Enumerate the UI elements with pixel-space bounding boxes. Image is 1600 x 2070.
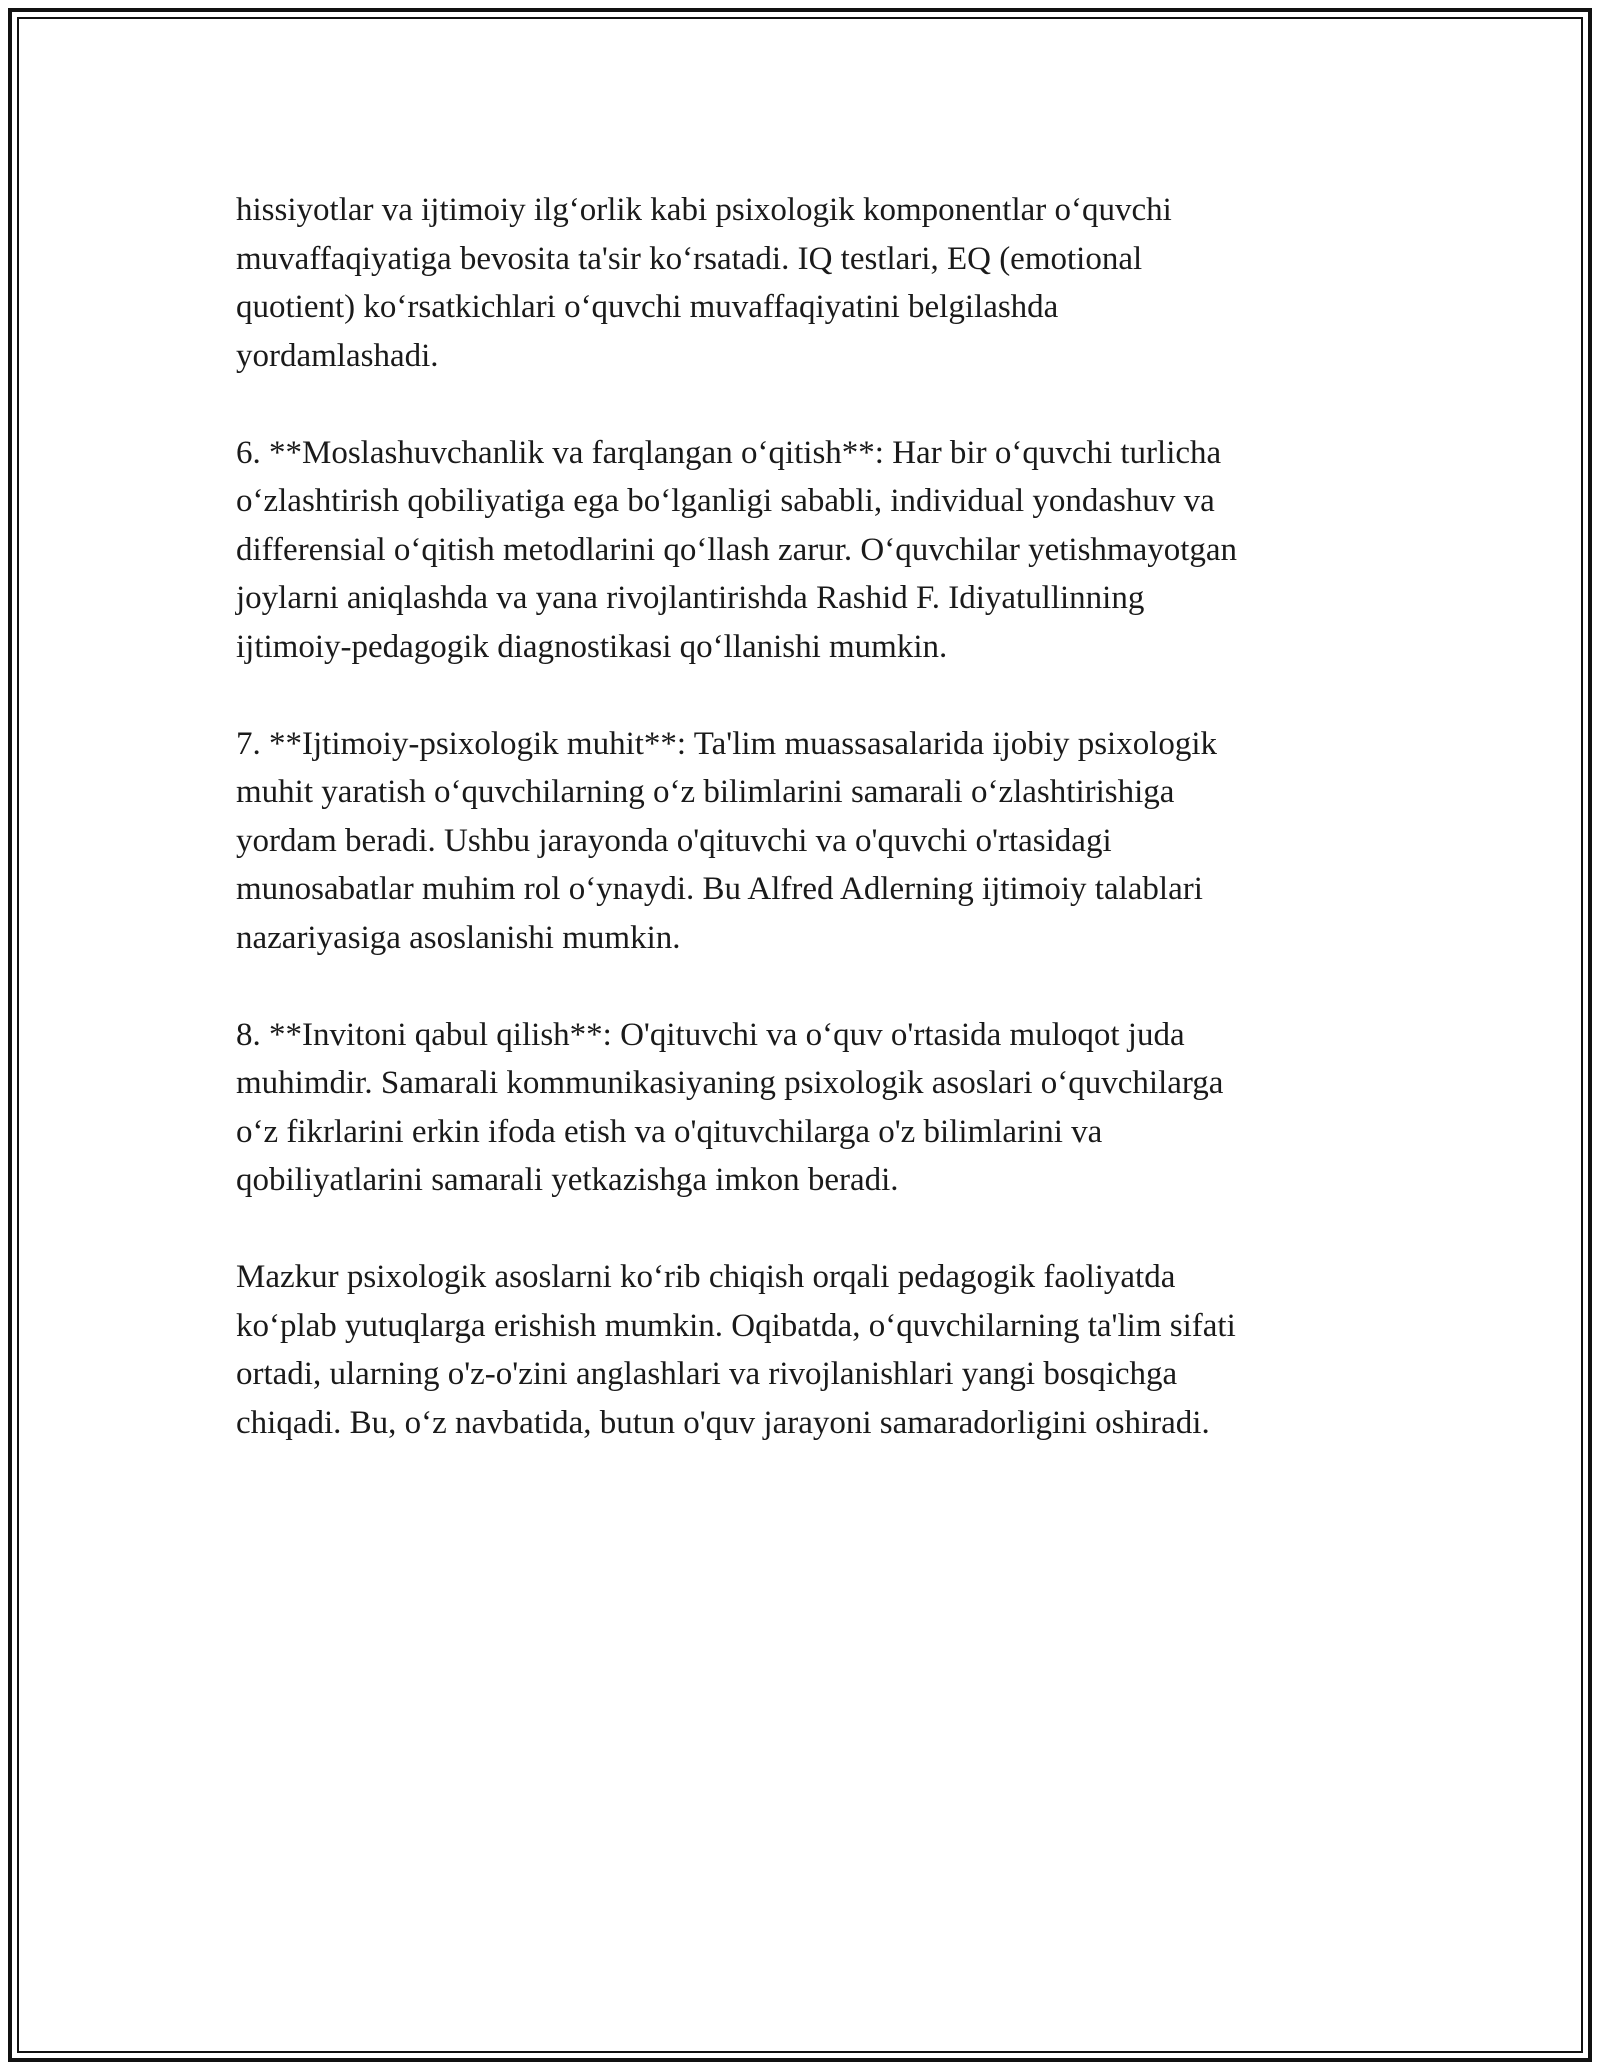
- text-line: hissiyotlar va ijtimoiy ilg‘orlik kabi psixologik komponentlar o‘quvchi: [236, 192, 1172, 228]
- text-line: qobiliyatlarini samarali yetkazishga imkon beradi.: [236, 1162, 899, 1198]
- text-line: chiqadi. Bu, o‘z navbatida, butun o'quv jarayoni samaradorligini oshiradi.: [236, 1404, 1210, 1441]
- text-line: 8. **Invitoni qabul qilish**: O'qituvchi va o‘quv o'rtasida muloqot juda: [236, 1016, 1185, 1053]
- paragraph-conclusion: [236, 1253, 1366, 1447]
- text-line: joylarni aniqlashda va yana rivojlantirishda Rashid F. Idiyatullinning: [236, 580, 1145, 616]
- text-line: nazariyasiga asoslanishi mumkin.: [236, 919, 681, 956]
- text-line: ortadi, ularning o'z-o'zini anglashlari va rivojlanishlari yangi bosqichga: [236, 1356, 1178, 1392]
- text-line: differensial o‘qitish metodlarini qo‘llash zarur. O‘quvchilar yetishmayotgan: [236, 531, 1238, 568]
- text-line: muvaffaqiyatiga bevosita ta'sir ko‘rsatadi. IQ testlari, EQ (emotional: [236, 240, 1143, 277]
- text-line: yordamlashadi.: [236, 337, 439, 374]
- text-line: quotient) ko‘rsatkichlari o‘quvchi muvaffaqiyatini belgilashda: [236, 289, 1059, 325]
- paragraph-item-7: [236, 720, 1366, 963]
- paragraph-item-8: [236, 1011, 1366, 1205]
- text-line: ko‘plab yutuqlarga erishish mumkin. Oqibatda, o‘quvchilarning ta'lim sifati: [236, 1307, 1236, 1344]
- text-line: munosabatlar muhim rol o‘ynaydi. Bu Alfred Adlerning ijtimoiy talablari: [236, 871, 1203, 907]
- text-line: muhit yaratish o‘quvchilarning o‘z bilimlarini samarali o‘zlashtirishiga: [236, 774, 1175, 810]
- text-line: o‘z fikrlarini erkin ifoda etish va o'qituvchilarga o'z bilimlarini va: [236, 1113, 1103, 1150]
- text-line: muhimdir. Samarali kommunikasiyaning psixologik asoslari o‘quvchilarga: [236, 1065, 1224, 1101]
- text-line: o‘zlashtirish qobiliyatiga ega bo‘lganligi sababli, individual yondashuv va: [236, 483, 1215, 519]
- text-line: yordam beradi. Ushbu jarayonda o'qituvchi va o'quvchi o'rtasidagi: [236, 822, 1112, 859]
- paragraph-psychological-components: [236, 186, 1366, 380]
- text-line: 6. **Moslashuvchanlik va farqlangan o‘qitish**: Har bir o‘quvchi turlicha: [236, 434, 1222, 471]
- text-line: ijtimoiy-pedagogik diagnostikasi qo‘llanishi mumkin.: [236, 628, 948, 665]
- document-body: [236, 186, 1366, 1496]
- paragraph-item-6: [236, 429, 1366, 672]
- text-line: 7. **Ijtimoiy-psixologik muhit**: Ta'lim muassasalarida ijobiy psixologik: [236, 725, 1218, 762]
- text-line: Mazkur psixologik asoslarni ko‘rib chiqish orqali pedagogik faoliyatda: [236, 1259, 1176, 1295]
